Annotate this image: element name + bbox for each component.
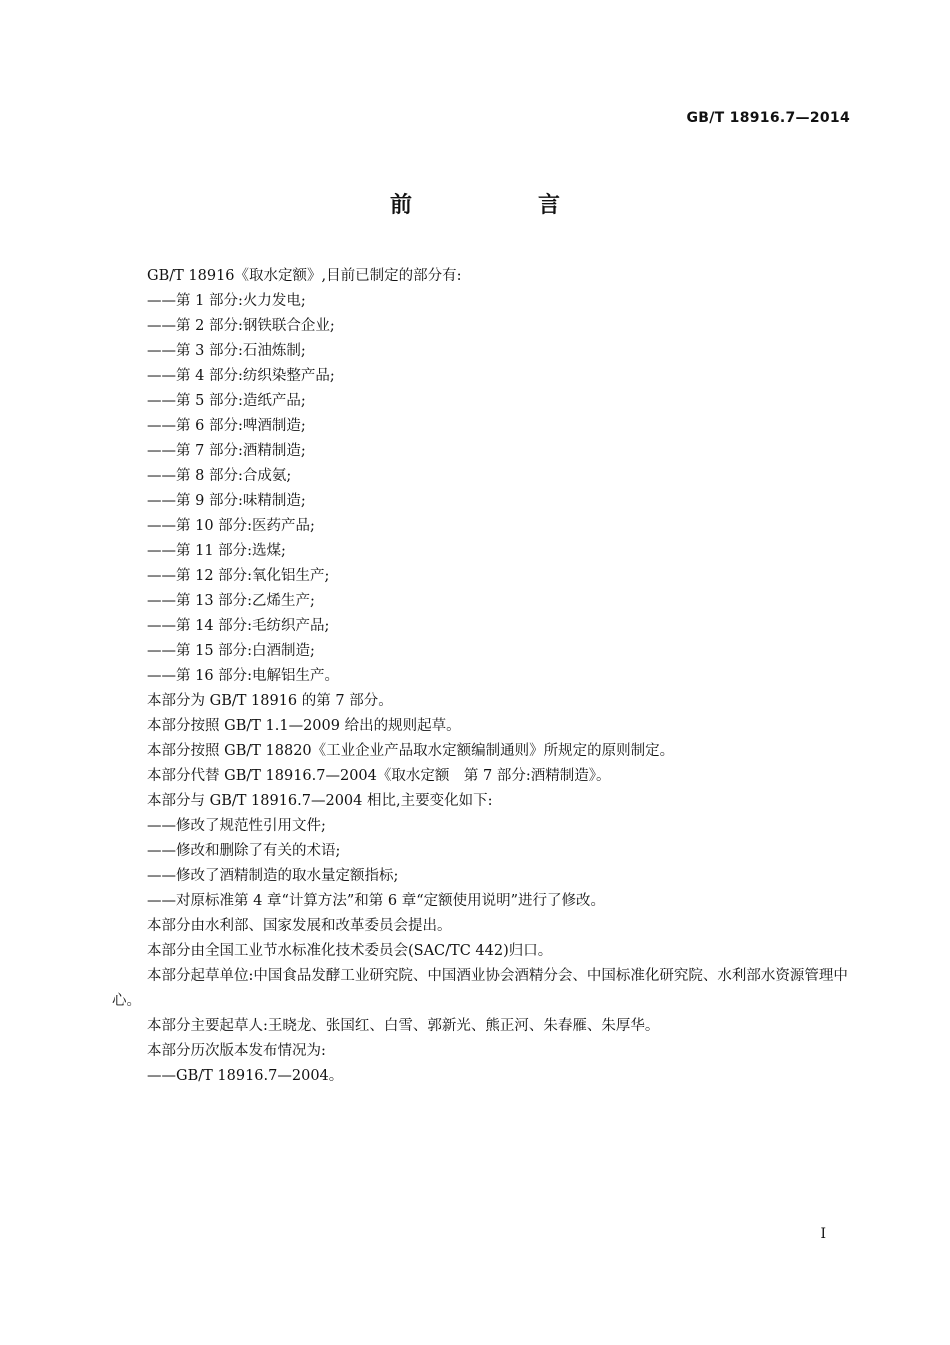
part-item: ——第 16 部分:电解铝生产。 [147, 668, 340, 684]
main-drafters-paragraph: 本部分主要起草人:王晓龙、张国红、白雪、郭新光、熊正河、朱春雁、朱厚华。 [147, 1018, 660, 1034]
change-item: ——修改了规范性引用文件; [147, 818, 326, 834]
change-item: ——修改了酒精制造的取水量定额指标; [147, 868, 399, 884]
part-item: ——第 12 部分:氧化铝生产; [147, 568, 330, 584]
part-item: ——第 11 部分:选煤; [147, 543, 286, 559]
part-item: ——第 14 部分:毛纺织产品; [147, 618, 330, 634]
principles-paragraph: 本部分按照 GB/T 18820《工业企业产品取水定额编制通则》所规定的原则制定。 [147, 743, 675, 759]
standard-code: GB/T 18916.7—2014 [686, 110, 850, 126]
replaces-paragraph: 本部分代替 GB/T 18916.7—2004《取水定额 第 7 部分:酒精制造》。 [147, 768, 611, 784]
part-item: ——第 9 部分:味精制造; [147, 493, 306, 509]
intro-paragraph: GB/T 18916《取水定额》,目前已制定的部分有: [147, 268, 462, 284]
foreword-body [112, 264, 852, 1089]
drafting-rules-paragraph: 本部分按照 GB/T 1.1—2009 给出的规则起草。 [147, 718, 461, 734]
this-part-paragraph: 本部分为 GB/T 18916 的第 7 部分。 [147, 693, 393, 709]
part-item: ——第 10 部分:医药产品; [147, 518, 315, 534]
page-number: I [820, 1226, 826, 1242]
history-intro-paragraph: 本部分历次版本发布情况为: [147, 1043, 326, 1059]
changes-intro-paragraph: 本部分与 GB/T 18916.7—2004 相比,主要变化如下: [147, 793, 493, 809]
part-item: ——第 8 部分:合成氨; [147, 468, 292, 484]
page-title: 前 言 [389, 193, 612, 218]
part-item: ——第 15 部分:白酒制造; [147, 643, 315, 659]
part-item: ——第 5 部分:造纸产品; [147, 393, 306, 409]
change-item: ——对原标准第 4 章“计算方法”和第 6 章“定额使用说明”进行了修改。 [147, 893, 606, 909]
part-item: ——第 13 部分:乙烯生产; [147, 593, 315, 609]
change-item: ——修改和删除了有关的术语; [147, 843, 341, 859]
part-item: ——第 2 部分:钢铁联合企业; [147, 318, 335, 334]
history-item: ——GB/T 18916.7—2004。 [147, 1068, 344, 1084]
part-item: ——第 6 部分:啤酒制造; [147, 418, 306, 434]
drafting-units-paragraph: 本部分起草单位:中国食品发酵工业研究院、中国酒业协会酒精分会、中国标准化研究院、水利部水资源管理中心。 [112, 968, 848, 1009]
part-item: ——第 3 部分:石油炼制; [147, 343, 306, 359]
part-item: ——第 7 部分:酒精制造; [147, 443, 306, 459]
part-item: ——第 1 部分:火力发电; [147, 293, 306, 309]
proposed-by-paragraph: 本部分由水利部、国家发展和改革委员会提出。 [147, 918, 452, 934]
part-item: ——第 4 部分:纺织染整产品; [147, 368, 335, 384]
jurisdiction-paragraph: 本部分由全国工业节水标准化技术委员会(SAC/TC 442)归口。 [147, 943, 553, 959]
